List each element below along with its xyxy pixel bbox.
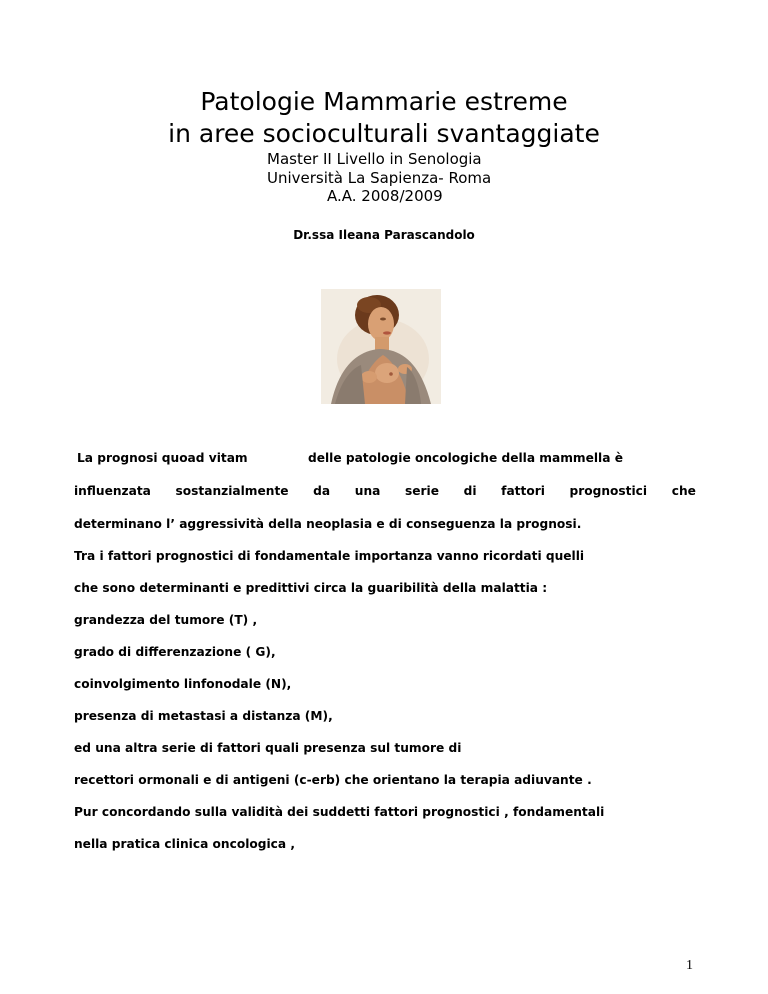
body-line-7: grado di differenzazione ( G), — [74, 645, 276, 659]
body-line-4: Tra i fattori prognostici di fondamentale importanza vanno ricordati quelli — [74, 549, 585, 563]
subtitle-university: Università La Sapienza- Roma — [267, 168, 492, 187]
author-name: Dr.ssa Ileana Parascandolo — [293, 228, 475, 242]
body-word: fattori — [501, 484, 545, 498]
subtitle-master: Master II Livello in Senologia — [267, 150, 482, 168]
page-number: 1 — [686, 958, 693, 973]
body-line-8: coinvolgimento linfonodale (N), — [74, 677, 292, 691]
body-line-1 — [74, 451, 696, 465]
body-word: serie — [404, 484, 439, 498]
body-line-2 — [74, 484, 696, 498]
body-word: influenzata — [74, 484, 151, 498]
body-word: che — [671, 484, 696, 498]
body-word: prognostici — [569, 484, 648, 498]
body-line-9: presenza di metastasi a distanza (M), — [74, 709, 333, 723]
body-line-13: nella pratica clinica oncologica , — [74, 837, 295, 851]
body-line-1a: La prognosi quoad vitam — [77, 451, 248, 465]
body-line-10: ed una altra serie di fattori quali presenza sul tumore di — [74, 741, 462, 755]
title-line-1: Patologie Mammarie estreme — [200, 87, 568, 116]
body-line-6: grandezza del tumore (T) , — [74, 613, 258, 627]
subtitle-academic-year: A.A. 2008/2009 — [327, 187, 443, 205]
portrait-image — [321, 289, 441, 404]
body-line-11: recettori ormonali e di antigeni (c-erb) che orientano la terapia adiuvante . — [74, 773, 592, 787]
portrait-painting-icon — [321, 289, 441, 404]
title-line-2: in aree socioculturali svantaggiate — [168, 119, 600, 148]
body-line-5: che sono determinanti e predittivi circa la guaribilità della malattia : — [74, 581, 548, 595]
body-line-12: Pur concordando sulla validità dei suddetti fattori prognostici , fondamentali — [74, 805, 605, 819]
title-block — [0, 86, 768, 150]
body-word: sostanzialmente — [175, 484, 289, 498]
body-word: di — [463, 484, 477, 498]
body-word: da — [313, 484, 331, 498]
body-line-1b: delle patologie oncologiche della mammella è — [308, 451, 623, 465]
body-line-3: determinano l’ aggressività della neoplasia e di conseguenza la prognosi. — [74, 517, 582, 531]
subtitle-block — [0, 150, 768, 206]
body-word: una — [354, 484, 381, 498]
